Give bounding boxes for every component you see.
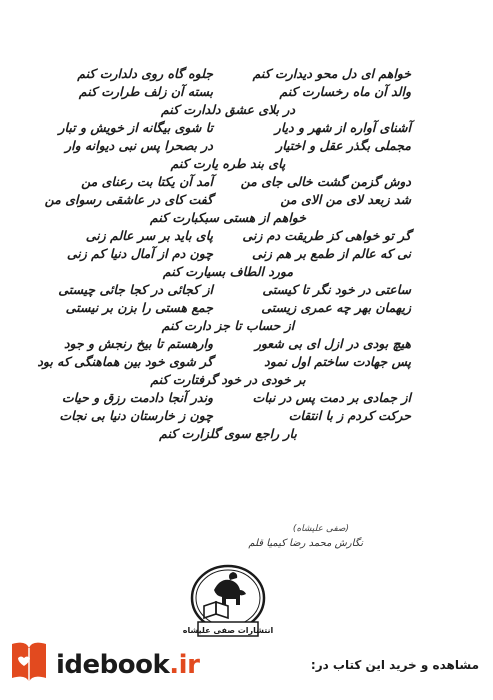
poem-hemistich-right: آشنای آواره از شهر و دیار [274, 120, 411, 135]
brand-main: idebook [56, 650, 170, 680]
poem-hemistich-right: ساعتی در خود نگر تا کیستی [262, 282, 411, 297]
poem-hemistich-right: خواهم ای دل محو دیدارت کنم [252, 66, 411, 81]
poem-hemistich-left: وندر آنجا دادمت رزق و حیات [61, 390, 213, 405]
poem-hemistich-right: پس جهادت ساختم اول نمود [264, 354, 411, 369]
poem-hemistich-right: دوش گزمن گشت خالی جای من [240, 174, 411, 189]
poem-hemistich-right: مجملی بگذر عقل و اختیار [276, 138, 411, 153]
poem-refrain-line: پای بند طره یارت کنم [170, 156, 286, 171]
poem-hemistich-right: حرکت کردم ز با انتقات [288, 408, 411, 423]
poem-hemistich-left: بسته آن زلف طرارت کنم [78, 84, 213, 99]
poem-refrain-line: بر خودی در خود گرفتارت کنم [150, 372, 306, 387]
poem-refrain-line: در بلای عشق دلدارت کنم [160, 102, 296, 117]
poem-refrain-line: بار راجع سوی گلزارت کنم [159, 426, 297, 441]
poem-hemistich-left: در بصحرا پس نبی دیوانه وار [65, 138, 213, 153]
poem-hemistich-right: والد آن ماه رخسارت کنم [279, 84, 411, 99]
brand-suffix: .ir [169, 650, 200, 680]
credit-note: (صفی علیشاه) [292, 524, 350, 534]
poem-hemistich-left: آمد آن یکتا بت رعنای من [81, 174, 213, 189]
poem-hemistich-left: جمع هستی را بزن بر نیستی [65, 300, 213, 315]
book-heart-icon [8, 638, 50, 686]
seal-label: انتشارات صفی علیشاه [182, 626, 274, 635]
poem-hemistich-left: گفت کای در عاشقی رسوای من [44, 192, 213, 207]
poem-hemistich-left: پای باید بر سر عالم زنی [85, 228, 213, 243]
footer-banner [0, 628, 493, 700]
footer-caption: مشاهده و خرید این کتاب در: [310, 658, 479, 672]
poem-hemistich-right: هیچ بودی در ازل ای بی شعور [254, 336, 411, 351]
poem-refrain-line: از حساب تا جز دارت کنم [161, 318, 295, 333]
poem-refrain-line: مورد الطاف بسیارت کنم [162, 264, 294, 279]
poem-refrain-line: خواهم از هستی سبکبارت کنم [150, 210, 306, 225]
poem-hemistich-left: چون دم از آمال دنیا کم زنی [66, 246, 213, 261]
poem-hemistich-left: وارهستم تا بیخ رنجش و جود [63, 336, 213, 351]
poem-hemistich-left: چون ز خارستان دنیا بی نجات [59, 408, 213, 423]
poem-hemistich-left: جلوه گاه روی دلدارت کنم [77, 66, 213, 81]
poem-hemistich-left: تا شوی بیگانه از خویش و تبار [58, 120, 213, 135]
poem-hemistich-left: گر شوی خود بین هماهنگی که بود [37, 354, 213, 369]
poem-hemistich-right: گر تو خواهی کز طریقت دم زنی [242, 228, 411, 243]
poem-hemistich-right: زیهمان بهر چه عمری زیستی [261, 300, 411, 315]
poem-hemistich-left: از کجائی در کجا جائی چیستی [58, 282, 213, 297]
poem-hemistich-right: از جمادی بر دمت پس در نبات [252, 390, 411, 405]
calligrapher-credit: نگارش محمد رضا کیمیا قلم [248, 538, 363, 549]
brand-logo-text[interactable] [56, 650, 199, 680]
poem-hemistich-right: نی که عالم از طمع بر هم زنی [252, 246, 411, 261]
poem-hemistich-right: شد زبعد لای من الای من [280, 192, 411, 207]
